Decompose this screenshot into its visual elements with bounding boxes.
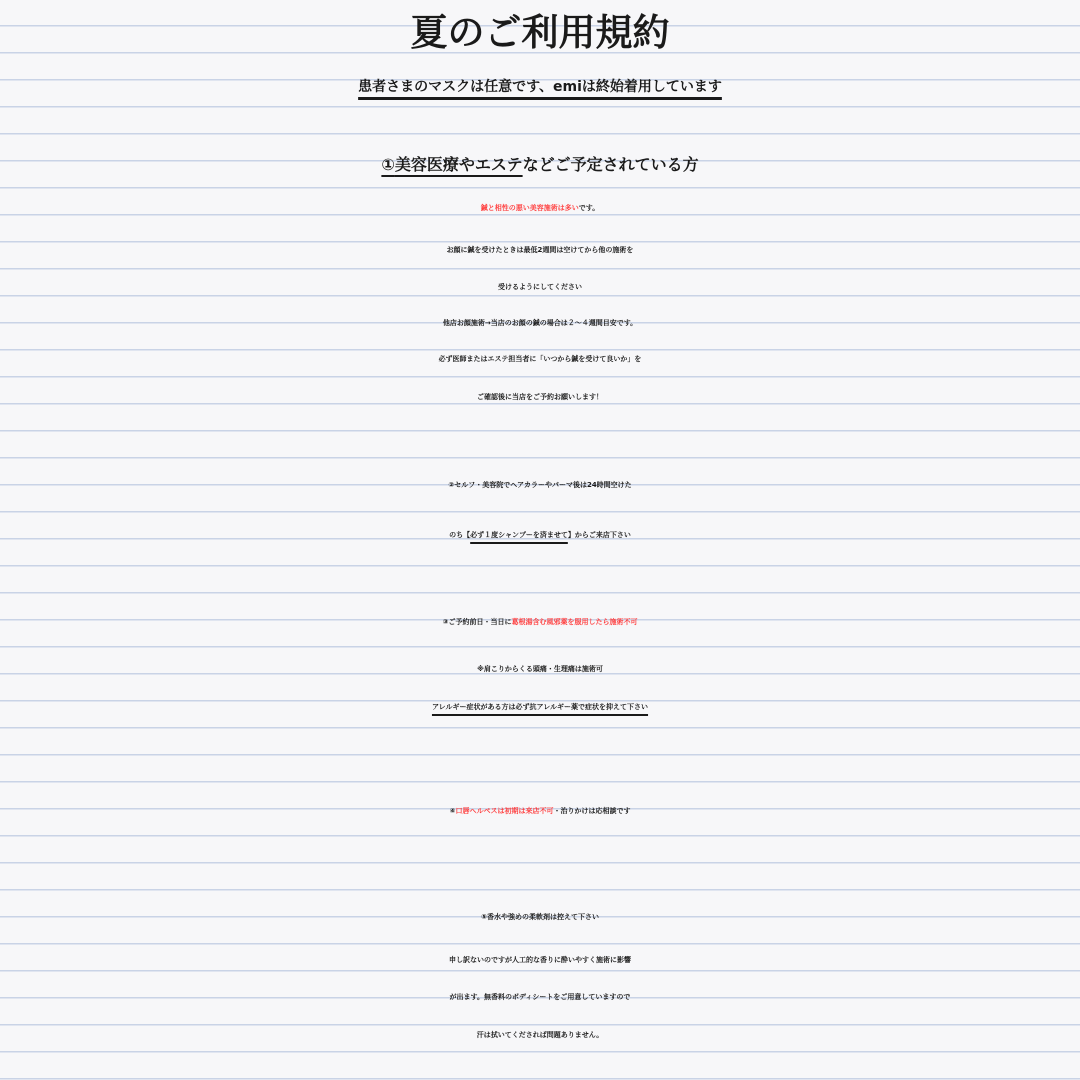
section2-line2-pre: のち【 [449, 531, 471, 539]
section4-rest: ・治りかけは応相談です [553, 807, 631, 815]
section1-heading-num: ① [381, 155, 395, 174]
section5-heading: ⑤香水や強めの柔軟剤は控えて下さい [481, 913, 599, 921]
section5-line2: が出ます。無香料のボディシートをご用意していますので [449, 993, 631, 1001]
page-subtitle [0, 76, 1080, 96]
section1-line2: お顔に鍼を受けたときは最低2週間は空けてから他の施術を [446, 246, 634, 254]
section5-line3: 汗は拭いてくだされば問題ありません。 [476, 1031, 604, 1039]
section1-line1-rest: です。 [578, 204, 600, 212]
section1-heading-underlined: 美容医療やエステ [394, 155, 523, 174]
section1-line1 [0, 203, 1080, 213]
section1-heading-rest: などご予定されている方 [522, 155, 699, 174]
section1-line6: ご確認後に当店をご予約お願いします！ [477, 393, 603, 401]
subtitle-text: 患者さまのマスクは任意です、emiは終始着用しています [358, 79, 722, 95]
section4-line [0, 806, 1080, 816]
section2-line2-post: 】からご来店下さい [567, 531, 631, 539]
section1-heading [0, 152, 1080, 175]
section1-line4: 他店お顔施術→当店のお顔の鍼の場合は２～４週間目安です。 [442, 319, 638, 327]
section5-line1: 申し訳ないのですが人工的な香りに酔いやすく施術に影響 [449, 956, 631, 964]
section4-num: ④ [449, 807, 456, 815]
section3-heading [0, 617, 1080, 627]
section3-heading-red: 葛根湯含む風邪薬を服用したら施術不可 [511, 618, 638, 626]
section1-line3: 受けるようにしてください [498, 283, 582, 291]
section2-line2 [0, 530, 1080, 540]
section3-line2-text: アレルギー症状がある方は必ず抗アレルギー薬で症状を抑えて下さい [431, 703, 649, 711]
section2-line2-underlined: 必ず１度シャンプーを済ませて [470, 531, 568, 539]
section3-line2 [0, 702, 1080, 712]
section3-heading-pre: ③ご予約前日・当日に [442, 618, 512, 626]
section3-line1: ※肩こりからくる頭痛・生理痛は施術可 [477, 665, 603, 673]
section1-line5: 必ず医師またはエステ担当者に「いつから鍼を受けて良いか」を [438, 355, 642, 363]
section1-line1-red: 鍼と相性の悪い美容施術は多い [480, 204, 579, 212]
section2-line1: ②セルフ・美容院でヘアカラーやパーマ後は24時間空けた [448, 481, 632, 489]
section4-red: 口唇ヘルペスは初期は来店不可 [455, 807, 554, 815]
page-title: 夏のご利用規約 [410, 11, 670, 54]
